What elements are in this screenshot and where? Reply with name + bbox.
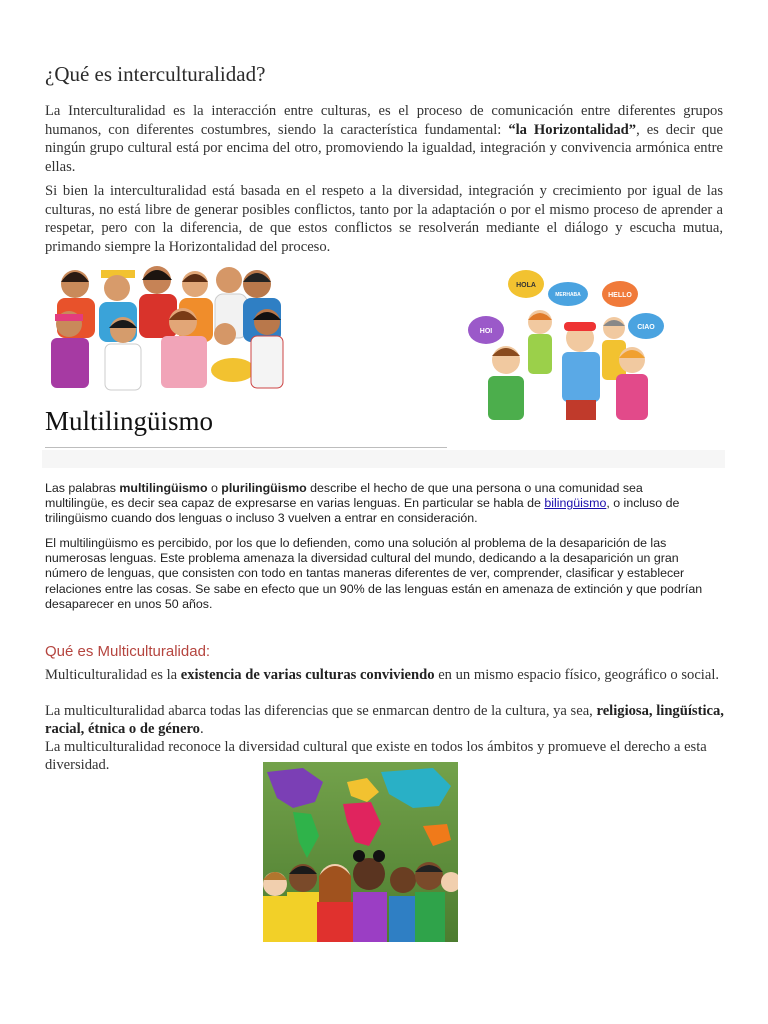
text-run: o [207, 481, 222, 495]
bold-text: religiosa, lingüística, racial, étnica o de género [45, 703, 724, 737]
title-underline [45, 447, 447, 448]
text-run: , o incluso de trilingüismo cuando dos lenguas o incluso 3 vuelven a entrar en consideración. [45, 496, 680, 526]
bubble-hola: HOLA [516, 282, 536, 289]
paragraph-multiculturalidad-3: La multiculturalidad reconoce la diversidad cultural que existe en todos los ámbitos y promueve el derecho a esta diversidad. [45, 739, 707, 773]
text-run: en un mismo espacio físico, geográfico o social. [434, 667, 720, 683]
kids-greetings-illustration [456, 264, 670, 420]
section-title-multiculturalidad: Qué es Multiculturalidad: [45, 643, 211, 660]
bubble-hoi: HOI [479, 328, 493, 335]
text-run: . [199, 721, 204, 737]
text-run: La multiculturalidad abarca todas las diferencias que se enmarcan dentro de la cultura, ya sea, [45, 703, 597, 719]
bubble-hello: HELLO [608, 292, 632, 299]
paragraph-interculturalidad-2: Si bien la interculturalidad está basada en el respeto a la diversidad, integración y crecimiento por igual de las culturas, no está libre de generar posibles conflictos, tanto por la adaptación o por el mismo proceso de aprender a respetar, pero con la diferencia, de que estos conflictos se resolverán mediante el diálogo y escucha mutua, primando siempre la Horizontalidad del proceso. [45, 183, 723, 255]
text-run: Multiculturalidad es la [45, 667, 181, 683]
section-title-multilinguismo: Multilingüismo [45, 406, 214, 436]
section-title-interculturalidad: ¿Qué es interculturalidad? [45, 62, 266, 86]
text-run: describe el hecho de que una persona o una comunidad sea multilingüe, es decir sea capaz de expresarse en varias lenguas. En particular se habla de [45, 481, 643, 511]
bold-text: “la Horizontalidad” [508, 121, 637, 138]
text-run: , es decir que ningún grupo cultural está por encima del otro, promoviendo la igualdad, integración y convivencia armónica entre ellas. [45, 121, 724, 175]
text-run: Las palabras [45, 481, 120, 495]
shaded-band [42, 450, 725, 468]
paragraph-interculturalidad-1 [45, 102, 723, 176]
paragraph-multiculturalidad-2 [45, 702, 725, 738]
bold-text: plurilingüismo [221, 481, 307, 495]
link-bilinguismo[interactable]: bilingüismo [544, 496, 607, 511]
paragraph-multiculturalidad-1 [45, 666, 725, 684]
bubble-ciao: CIAO [637, 324, 655, 331]
cultures-people-illustration [45, 262, 285, 392]
text-run: La Interculturalidad es la interacción entre culturas, es el proceso de comunicación entre diferentes grupos humanos, con diferentes costumbres, siendo la característica fundamental: [45, 103, 723, 138]
bubble-merhaba: MERHABA [555, 292, 581, 298]
paragraph-multilinguismo-2: El multilingüismo es percibido, por los que lo defienden, como una solución al problema de la desaparición de las numerosas lenguas. Este problema amenaza la diversidad cultural del mundo, dedicando a la desaparición un gran número de lenguas, que consisten con todo en tantas maneras diferentes de ver, comprender, clasificar y establecer relaciones entre las cosas. Se sabe en efecto que un 90% de las lenguas están en amenaza de extinción y que podrían desaparecer en unos 50 años. [45, 536, 703, 611]
world-map-children-photo [263, 762, 458, 942]
paragraph-multilinguismo-1 [45, 481, 705, 527]
bold-text: existencia de varias culturas conviviendo [180, 667, 435, 683]
bold-text: multilingüismo [119, 481, 208, 495]
